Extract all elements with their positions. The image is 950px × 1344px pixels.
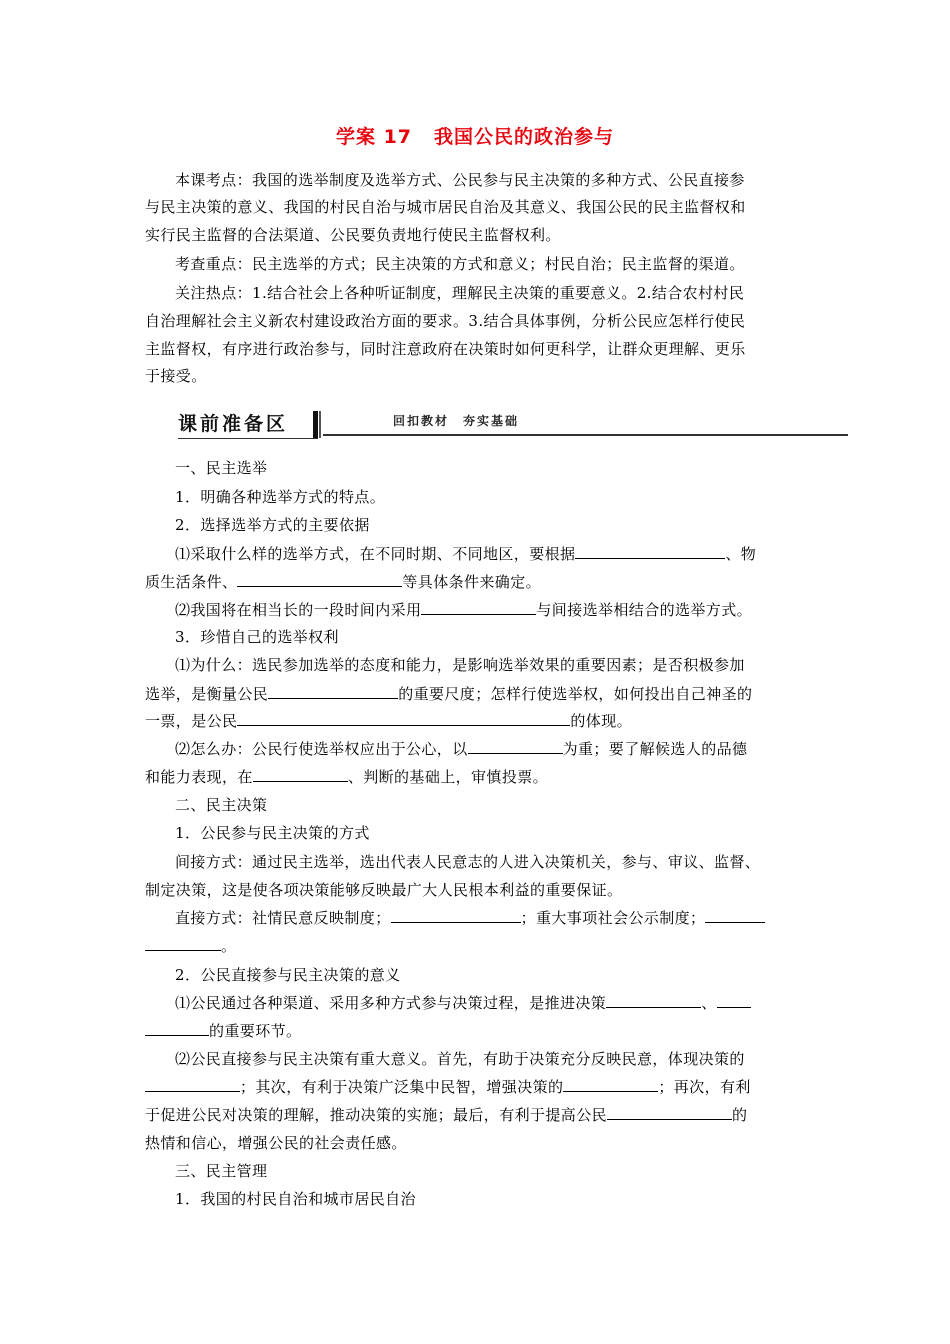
fill-blank[interactable]	[717, 993, 751, 1008]
paragraph-line: 选举，是衡量公民 的重要尺度；怎样行使选举权，如何投出自己神圣的	[145, 685, 753, 703]
paragraph-line: ⑴为什么：选民参加选举的态度和能力，是影响选举效果的重要因素；是否积极参加	[175, 656, 745, 674]
section-heading: 二、民主决策	[175, 796, 268, 814]
intro-line: 考查重点：民主选举的方式；民主决策的方式和意义；村民自治；民主监督的渠道。	[175, 255, 745, 273]
fill-blank[interactable]	[145, 936, 221, 951]
fill-blank[interactable]	[606, 993, 701, 1008]
section-banner	[178, 410, 848, 440]
fill-blank[interactable]	[145, 1077, 240, 1092]
intro-line: 自治理解社会主义新农村建设政治方面的要求。3.结合具体事例，分析公民应怎样行使民	[145, 312, 746, 330]
paragraph-line: 和能力表现，在 、判断的基础上，审慎投票。	[145, 768, 549, 786]
banner-rule	[323, 434, 848, 436]
fill-blank[interactable]	[563, 1077, 658, 1092]
page-title	[0, 122, 950, 149]
fill-blank[interactable]	[268, 684, 398, 699]
banner-label: 课前准备区	[178, 413, 289, 435]
paragraph-line: 间接方式：通过民主选举，选出代表人民意志的人进入决策机关，参与、审议、监督、	[175, 853, 761, 871]
item: 1．我国的村民自治和城市居民自治	[175, 1190, 416, 1208]
paragraph-line: ⑵我国将在相当长的一段时间内采用 与间接选举相结合的选举方式。	[175, 601, 753, 619]
paragraph-line: 制定决策，这是使各项决策能够反映最广大人民根本利益的重要保证。	[145, 881, 623, 899]
paragraph-line: ；其次，有利于决策广泛集中民智，增强决策的 ；再次，有利	[145, 1077, 815, 1097]
section-heading: 一、民主选举	[175, 459, 268, 477]
fill-blank[interactable]	[575, 544, 725, 559]
banner-underline	[178, 438, 318, 439]
item: 3．珍惜自己的选举权利	[175, 628, 339, 646]
fill-blank[interactable]	[705, 908, 765, 923]
fill-blank[interactable]	[421, 600, 536, 615]
item: 2．公民直接参与民主决策的意义	[175, 966, 401, 984]
intro-line: 于接受。	[145, 367, 207, 385]
paragraph-line: 热情和信心，增强公民的社会责任感。	[145, 1134, 407, 1152]
intro-line: 本课考点：我国的选举制度及选举方式、公民参与民主决策的多种方式、公民直接参	[175, 171, 745, 189]
fill-blank[interactable]	[237, 572, 402, 587]
banner-subtitle: 回扣教材 夯实基础	[393, 414, 520, 428]
paragraph-line: ⑴公民通过各种渠道、采用多种方式参与决策过程，是推进决策 、	[175, 993, 815, 1013]
fill-blank[interactable]	[145, 1021, 209, 1036]
intro-line: 实行民主监督的合法渠道、公民要负责地行使民主监督权利。	[145, 226, 561, 244]
paragraph-line: 质生活条件、 等具体条件来确定。	[145, 573, 542, 591]
paragraph-line: 。	[145, 936, 815, 956]
paragraph-line: 一票，是公民 的体现。	[145, 712, 633, 730]
paragraph-line: 直接方式：社情民意反映制度； ；重大事项社会公示制度；	[175, 908, 815, 928]
intro-line: 主监督权，有序进行政治参与，同时注意政府在决策时如何更科学，让群众更理解、更乐	[145, 340, 746, 358]
fill-blank[interactable]	[391, 908, 521, 923]
fill-blank[interactable]	[468, 739, 563, 754]
fill-blank[interactable]	[237, 711, 570, 726]
intro-line: 关注热点：1.结合社会上各种听证制度，理解民主决策的重要意义。2.结合农村村民	[175, 284, 745, 302]
fill-blank[interactable]	[253, 767, 348, 782]
paragraph-line: ⑵怎么办：公民行使选举权应出于公心，以 为重；要了解候选人的品德	[175, 740, 748, 758]
section-heading: 三、民主管理	[175, 1162, 268, 1180]
intro-line: 与民主决策的意义、我国的村民自治与城市居民自治及其意义、我国公民的民主监督权和	[145, 198, 746, 216]
banner-bar-thin	[319, 411, 321, 438]
fill-blank[interactable]	[607, 1105, 732, 1120]
item: 1．明确各种选举方式的特点。	[175, 488, 386, 506]
paragraph-line: 于促进公民对决策的理解，推动决策的实施；最后，有利于提高公民 的	[145, 1106, 748, 1124]
item: 2．选择选举方式的主要依据	[175, 516, 370, 534]
paragraph-line: ⑵公民直接参与民主决策有重大意义。首先，有助于决策充分反映民意，体现决策的	[175, 1050, 745, 1068]
title-text: 我国公民的政治参与	[434, 126, 615, 148]
paragraph-line: 的重要环节。	[145, 1021, 815, 1041]
item: 1．公民参与民主决策的方式	[175, 824, 370, 842]
paragraph-line: ⑴采取什么样的选举方式，在不同时期、不同地区，要根据 、物	[175, 545, 757, 563]
banner-bar	[313, 411, 318, 438]
title-number: 学案 17	[335, 126, 413, 148]
